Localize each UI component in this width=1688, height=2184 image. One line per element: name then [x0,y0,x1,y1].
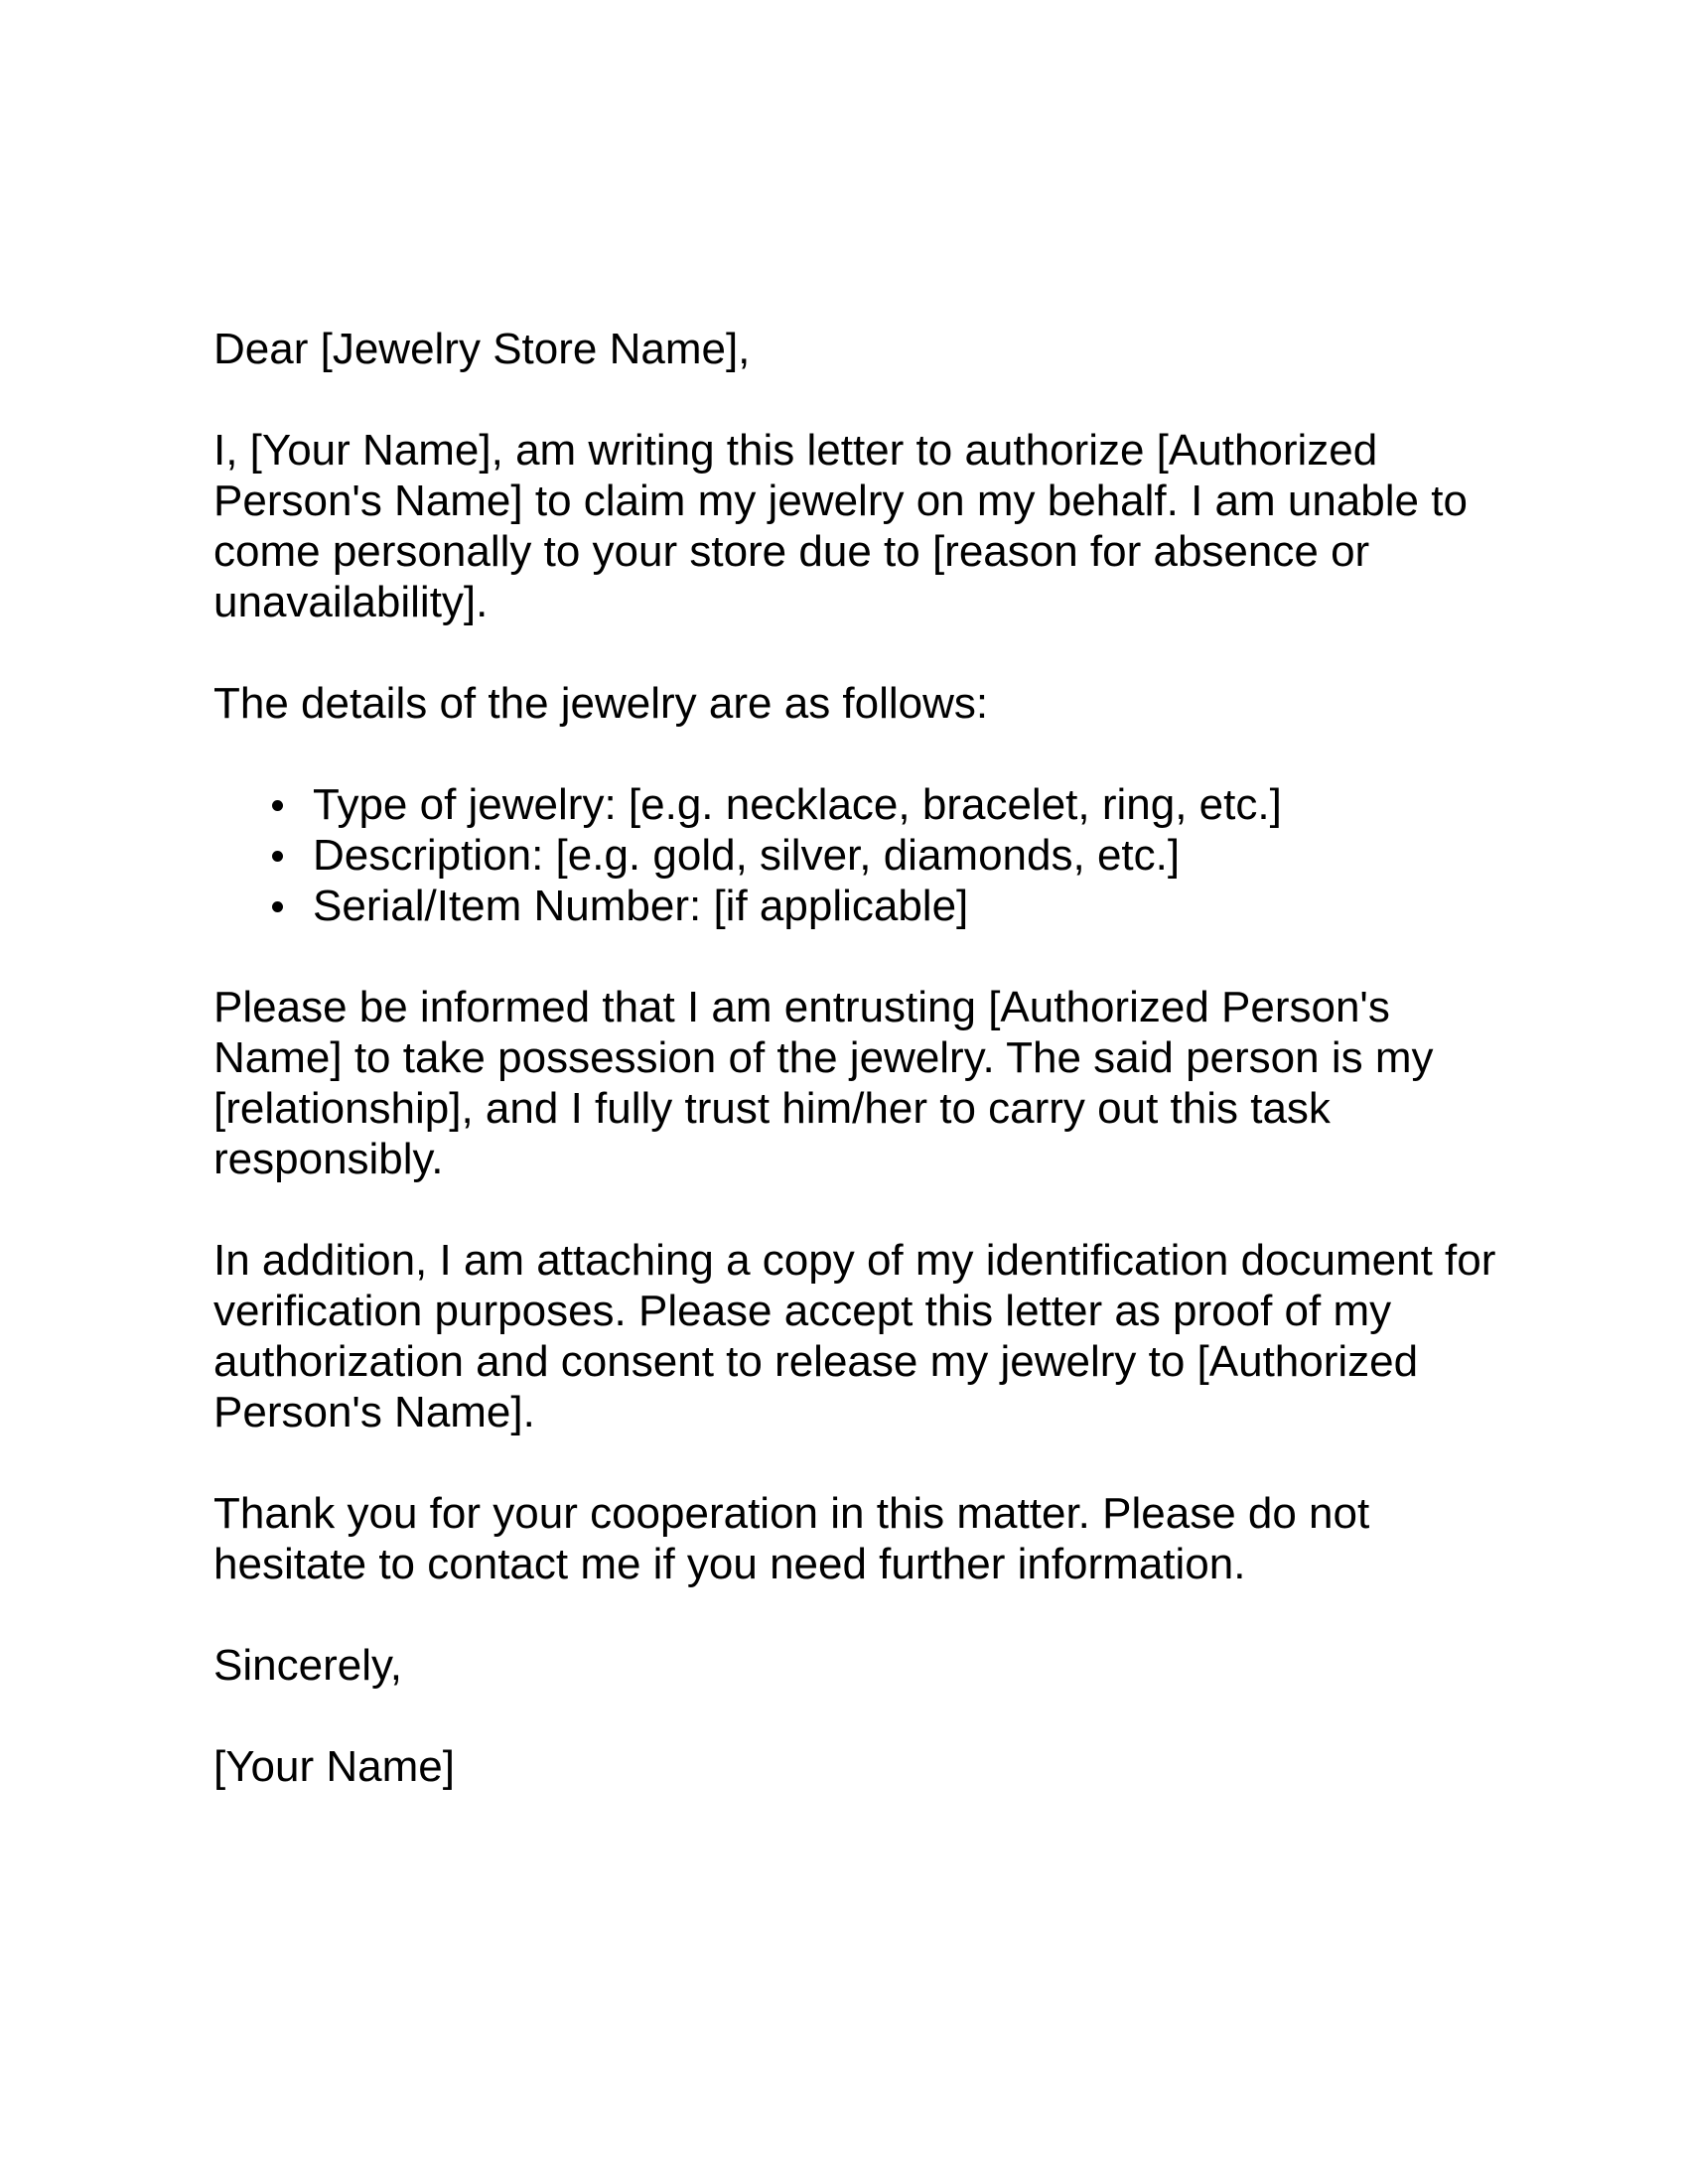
paragraph-thanks: Thank you for your cooperation in this matter. Please do not hesitate to contact me if you need further information. [213,1489,1370,1588]
list-item-text: Type of jewelry: [e.g. necklace, bracelet, ring, etc.] [313,780,1282,829]
details-intro: The details of the jewelry are as follows: [213,679,989,728]
list-item [213,881,1524,931]
bullet-icon [272,800,283,811]
paragraph-identification: In addition, I am attaching a copy of my identification document for verification purposes. Please accept this letter as proof of my authorization and consent to release my jewelry to [Authorized Person's Name]. [213,1236,1496,1436]
list-item-text: Serial/Item Number: [if applicable] [313,882,969,930]
bullet-icon [272,901,283,912]
list-item [213,779,1524,830]
bullet-icon [272,851,283,862]
jewelry-details-list [213,779,1524,931]
letter-body [213,324,1524,1792]
signature-name: [Your Name] [213,1742,455,1791]
list-item-text: Description: [e.g. gold, silver, diamonds, etc.] [313,831,1181,880]
closing: Sincerely, [213,1641,402,1690]
paragraph-entrusting: Please be informed that I am entrusting [Authorized Person's Name] to take possession of the jewelry. The said person is my [relationship], and I fully trust him/her to carry out this task responsibly. [213,983,1434,1183]
salutation: Dear [Jewelry Store Name], [213,325,751,373]
list-item [213,830,1524,881]
paragraph-authorization: I, [Your Name], am writing this letter to authorize [Authorized Person's Name] to claim my jewelry on my behalf. I am unable to come personally to your store due to [reason for absence or unavailability]. [213,426,1468,626]
